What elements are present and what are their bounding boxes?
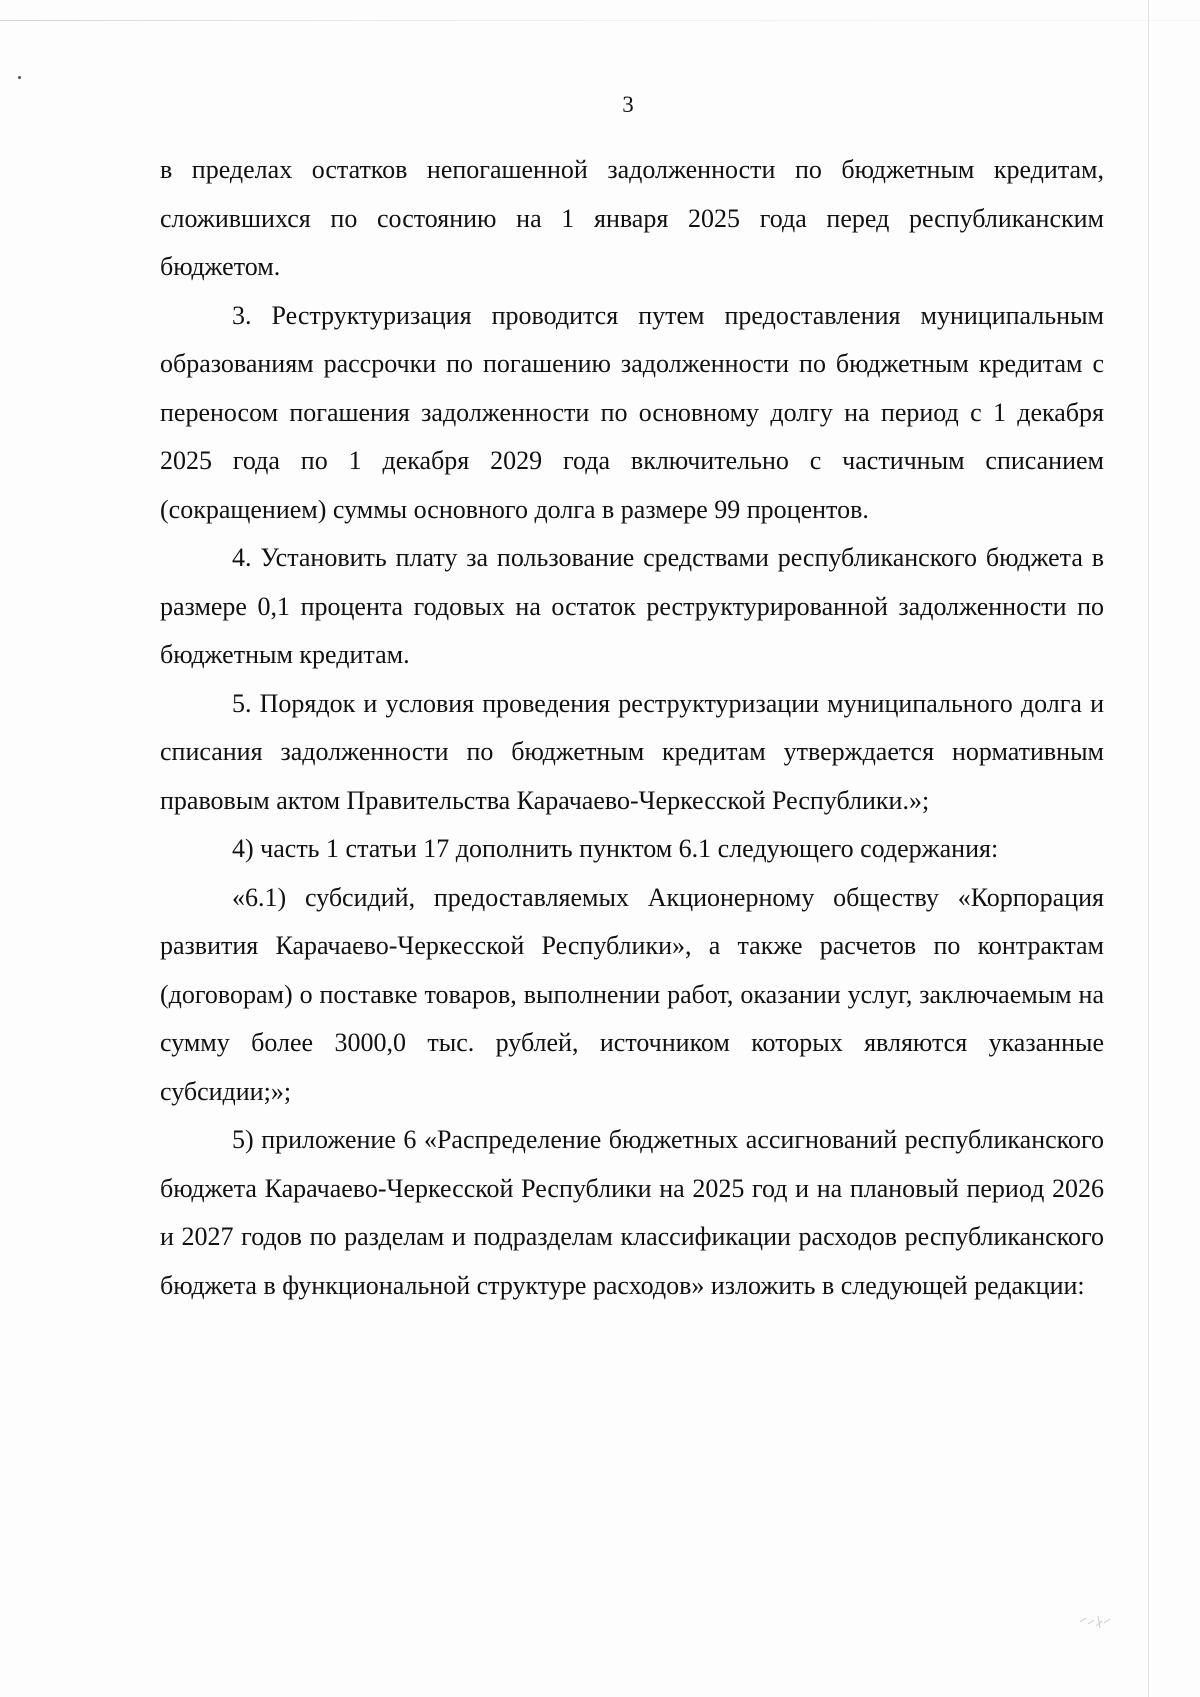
paragraph-item-3: 3. Реструктуризация проводится путем предоставления муниципальным образованиям рассрочки по погашению задолженности по бюджетным кредитам с переносом погашения задолженности по основному долгу на период с 1 декабря 2025 года по 1 декабря 2029 года включительно с частичным списанием (сокращением) суммы основного долга в размере 99 процентов. (160, 300, 1104, 524)
scan-edge-right (1148, 0, 1149, 1697)
paragraph-amendment-5: 5) приложение 6 «Распределение бюджетных ассигнований республиканского бюджета Карачаево-Черкесской Республики на 2025 год и на плановый период 2026 и 2027 годов по разделам и подразделам классификации расходов республиканского бюджета в функциональной структуре расходов» изложить в следующей редакции: (160, 1125, 1104, 1300)
page-number: 3 (622, 92, 634, 117)
scan-speck (18, 76, 21, 79)
paragraph-point-6-1: «6.1) субсидий, предоставляемых Акционерному обществу «Корпорация развития Карачаево-Черкесской Республики», а также расчетов по контрактам (договорам) о поставке товаров, выполнении работ, оказании услуг, заключаемым на сумму более 3000,0 тыс. рублей, источником которых являются указанные субсидии;»; (160, 882, 1104, 1106)
scan-edge-top (0, 20, 1200, 21)
document-body (160, 146, 1104, 1310)
paragraph-item-5: 5. Порядок и условия проведения реструктуризации муниципального долга и списания задолженности по бюджетным кредитам утверждается нормативным правовым актом Правительства Карачаево-Черкесской Республики.»; (160, 688, 1104, 815)
scan-smudge (1078, 1614, 1118, 1632)
paragraph-continuation: в пределах остатков непогашенной задолженности по бюджетным кредитам, сложившихся по состоянию на 1 января 2025 года перед республиканским бюджетом. (160, 155, 1104, 281)
paragraph-item-4: 4. Установить плату за пользование средствами республиканского бюджета в размере 0,1 процента годовых на остаток реструктурированной задолженности по бюджетным кредитам. (160, 543, 1104, 669)
paragraph-amendment-4: 4) часть 1 статьи 17 дополнить пунктом 6.1 следующего содержания: (232, 834, 999, 863)
